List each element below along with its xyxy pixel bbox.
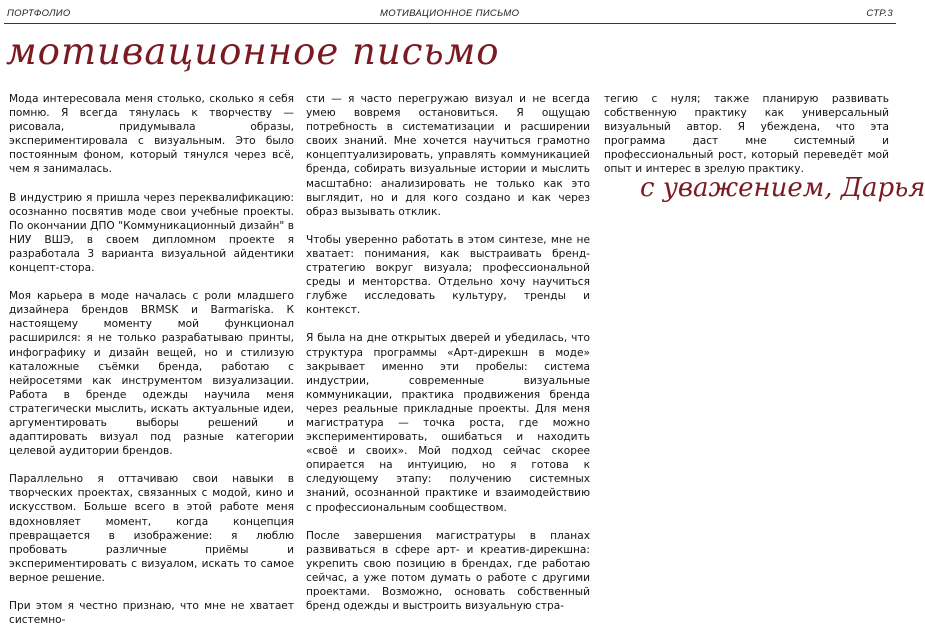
paragraph: Моя карьера в моде началась с роли младшего дизайнера брендов BRMSK и Barmariska. К настоящему моменту мой функционал расширился: я не только разрабатываю принты, инфографику и дизайн вещей, но и стилизую каталожные съёмки бренда, работаю с нейросетями как инструментом визуализации. Работа в бренде одежды научила меня стратегически мыслить, искать актуальные идеи, аргументировать выборы решений и адаптировать визуал под разные категории целевой аудитории брендов. — [9, 290, 294, 458]
paragraph: После завершения магистратуры в планах развиваться в сфере арт- и креатив-дирекшна: укрепить свою позицию в брендах, где работаю сейчас, а уже потом думать о работе с другими проектами. Возможно, основать собственный бренд одежды и выстроить визуальную стра- — [306, 529, 590, 613]
text-column-1 — [9, 92, 294, 627]
text-column-2 — [306, 92, 590, 613]
page-header — [4, 0, 896, 24]
header-divider — [4, 23, 896, 24]
paragraph: При этом я честно признаю, что мне не хватает системно- — [9, 600, 294, 627]
paragraph: тегию с нуля; также планирую развивать собственную практику как универсальный визуальный автор. Я убеждена, что эта программа даст мне системный и профессиональный рост, который переведёт мой опыт и интерес в зрелую практику. — [604, 93, 889, 176]
header-page-number: СТР.3 — [866, 8, 893, 19]
paragraph: Чтобы уверенно работать в этом синтезе, мне не хватает: понимания, как выстраивать бренд-стратегию вокруг визуала; профессиональной среды и менторства. Отдельно хочу научиться глубже исследовать культуру, тренды и контекст. — [306, 233, 590, 317]
header-section-label: ПОРТФОЛИО — [7, 8, 71, 19]
page-title: мотивационное письмо — [6, 30, 500, 73]
paragraph: Мода интересовала меня столько, сколько я себя помню. Я всегда тянулась к творчеству — рисовала, придумывала образы, экспериментировала с визуальным. Это было постоянным фоном, который тянулся через всё, чем я занималась. — [9, 93, 294, 176]
paragraph: Параллельно я оттачиваю свои навыки в творческих проектах, связанных с модой, кино и искусством. Больше всего в этой работе меня вдохновляет момент, когда концепция превращается в изображение: я люблю пробовать различные приёмы и экспериментировать с визуалом, искать то самое верное решение. — [9, 473, 294, 584]
text-column-3 — [604, 92, 925, 502]
paragraph: сти — я часто перегружаю визуал и не всегда умею вовремя остановиться. Я ощущаю потребность в систематизации и расширении своих знаний. Мне хочется научиться грамотно концептуализировать, управлять коммуникацией бренда, собирать визуальные истории и мыслить масштабно: анализировать не только как это выглядит, но и для кого создано и как через образ вызывать отклик. — [306, 93, 590, 218]
signature: с уважением, Дарья — [640, 173, 925, 203]
paragraph: Я была на дне открытых дверей и убедилась, что структура программы «Арт-дирекшн в моде» закрывает именно эти пробелы: система индустрии, современные визуальные коммуникации, практика продвижения бренда через реальные прикладные проекты. Для меня магистратура — точка роста, где можно экспериментировать, ошибаться и находить «своё и своих». Мой подход сейчас скорее опирается на интуицию, но я готова к следующему этапу: получению системных знаний, осознанной практике и взаимодействию с профессиональным сообществом. — [306, 332, 590, 514]
paragraph: В индустрию я пришла через переквалификацию: осознанно посвятив моде свои учебные проекты. По окончании ДПО "Коммуникационный дизайн" в НИУ ВШЭ, в своем дипломном проекте я разработала 3 варианта визуальной айдентики концепт-стора. — [9, 191, 294, 275]
header-document-label: МОТИВАЦИОННОЕ ПИСЬМО — [380, 8, 520, 19]
